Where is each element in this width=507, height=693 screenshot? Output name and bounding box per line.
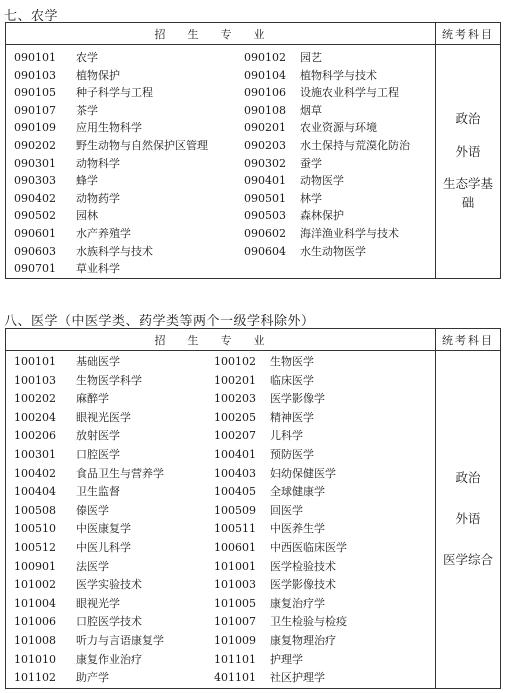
- major-code: 090601: [14, 226, 56, 240]
- major-code: 090701: [14, 262, 56, 276]
- table-row: [6, 669, 435, 688]
- table-row: [6, 102, 435, 120]
- major-code: 100405: [214, 485, 256, 499]
- table-row: [6, 539, 435, 558]
- major-name: 烟草: [300, 103, 322, 117]
- major-name: 水土保持与荒漠化防治: [300, 138, 410, 152]
- agriculture-exam-subjects: [436, 45, 501, 279]
- major-code: 090106: [244, 86, 286, 100]
- table-row: [6, 558, 435, 577]
- major-code: 100510: [14, 522, 56, 536]
- major-name: 眼视光学: [76, 596, 120, 610]
- major-name: 口腔医学技术: [76, 615, 142, 629]
- major-code: 090502: [14, 209, 56, 223]
- table-header-majors: 招生专业: [6, 329, 436, 351]
- major-code: 090303: [14, 174, 56, 188]
- section-medicine-title: 八、医学（中医学类、药学类等两个一级学科除外）: [4, 314, 315, 329]
- major-name: 应用生物科学: [76, 121, 142, 135]
- table-row: [6, 390, 435, 409]
- table-row: [6, 446, 435, 465]
- major-code: 100403: [214, 466, 256, 480]
- table-row: [6, 632, 435, 651]
- major-name: 草业科学: [76, 262, 120, 276]
- major-name: 植物科学与技术: [300, 68, 377, 82]
- major-code: 101001: [214, 559, 256, 573]
- major-name: 植物保护: [76, 68, 120, 82]
- major-name: 社区护理学: [270, 671, 325, 685]
- table-row: [6, 243, 435, 261]
- major-name: 水产养殖学: [76, 226, 131, 240]
- major-code: 101007: [214, 615, 256, 629]
- major-code: 100301: [14, 447, 56, 461]
- major-name: 医学检验技术: [270, 559, 336, 573]
- major-code: 101008: [14, 633, 56, 647]
- table-row: [6, 353, 435, 372]
- major-name: 中医儿科学: [76, 540, 131, 554]
- major-name: 护理学: [270, 652, 303, 666]
- exam-subject: 外语: [455, 143, 481, 159]
- major-name: 儿科学: [270, 429, 303, 443]
- major-name: 海洋渔业科学与技术: [300, 226, 399, 240]
- table-row: [6, 225, 435, 243]
- table-row: [6, 372, 435, 391]
- table-row: [6, 520, 435, 539]
- agriculture-rows: [6, 45, 435, 278]
- table-row: [6, 137, 435, 155]
- major-code: 101003: [214, 578, 256, 592]
- major-code: 090202: [14, 138, 56, 152]
- major-code: 090203: [244, 138, 286, 152]
- medicine-rows: [6, 351, 435, 688]
- major-name: 野生动物与自然保护区管理: [76, 138, 208, 152]
- major-name: 中医康复学: [76, 522, 131, 536]
- major-name: 康复治疗学: [270, 596, 325, 610]
- table-row: [6, 49, 435, 67]
- major-code: 100205: [214, 410, 256, 424]
- major-name: 全球健康学: [270, 485, 325, 499]
- major-name: 回医学: [270, 503, 303, 517]
- table-row: [6, 576, 435, 595]
- major-name: 蜂学: [76, 174, 98, 188]
- medicine-exam-subjects: [436, 351, 501, 689]
- table-row: [6, 155, 435, 173]
- major-code: 090603: [14, 244, 56, 258]
- major-name: 医学实验技术: [76, 578, 142, 592]
- exam-subject: 外语: [455, 510, 481, 526]
- major-name: 园林: [76, 209, 98, 223]
- major-name: 动物医学: [300, 174, 344, 188]
- major-code: 100207: [214, 429, 256, 443]
- major-code: 090501: [244, 191, 286, 205]
- major-code: 100203: [214, 392, 256, 406]
- major-name: 助产学: [76, 671, 109, 685]
- major-code: 100206: [14, 429, 56, 443]
- major-code: 101010: [14, 652, 56, 666]
- major-name: 妇幼保健医学: [270, 466, 336, 480]
- major-name: 眼视光医学: [76, 410, 131, 424]
- major-code: 100202: [14, 392, 56, 406]
- major-code: 090301: [14, 156, 56, 170]
- table-header-majors: 招生专业: [6, 23, 436, 45]
- major-name: 茶学: [76, 103, 98, 117]
- table-row: [6, 84, 435, 102]
- major-name: 动物药学: [76, 191, 120, 205]
- major-code: 100508: [14, 503, 56, 517]
- major-name: 园艺: [300, 51, 322, 64]
- table-row: [6, 465, 435, 484]
- major-code: 100601: [214, 540, 256, 554]
- major-name: 口腔医学: [76, 447, 120, 461]
- major-name: 生物医学科学: [76, 373, 142, 387]
- major-name: 食品卫生与营养学: [76, 466, 164, 480]
- table-row: [6, 172, 435, 190]
- major-code: 101002: [14, 578, 56, 592]
- exam-subject: 生态学基础: [442, 176, 493, 211]
- major-name: 医学影像学: [270, 392, 325, 406]
- table-row: [6, 483, 435, 502]
- table-header-exam: 统考科目: [436, 329, 501, 351]
- table-row: [6, 260, 435, 278]
- major-code: 090102: [244, 51, 286, 64]
- major-name: 卫生监督: [76, 485, 120, 499]
- table-row: [6, 409, 435, 428]
- major-code: [244, 260, 300, 278]
- major-code: 090101: [14, 51, 56, 64]
- table-row: [6, 595, 435, 614]
- major-code: 100402: [14, 466, 56, 480]
- major-name: 生物医学: [270, 355, 314, 368]
- table-row: [6, 613, 435, 632]
- table-row: [6, 207, 435, 225]
- major-code: 100401: [214, 447, 256, 461]
- major-name: 水族科学与技术: [76, 244, 153, 258]
- major-code: 101006: [14, 615, 56, 629]
- table-header-exam: 统考科目: [436, 23, 501, 45]
- major-name: 精神医学: [270, 410, 314, 424]
- section-agriculture-title: 七、农学: [4, 9, 59, 24]
- major-name: 预防医学: [270, 447, 314, 461]
- major-code: 090503: [244, 209, 286, 223]
- major-code: 100509: [214, 503, 256, 517]
- major-name: 康复作业治疗: [76, 652, 142, 666]
- major-name: 水生动物医学: [300, 244, 366, 258]
- major-code: 090402: [14, 191, 56, 205]
- major-code: 090108: [244, 103, 286, 117]
- medicine-table: [5, 328, 501, 689]
- major-code: 100101: [14, 355, 56, 368]
- major-name: 设施农业科学与工程: [300, 86, 399, 100]
- major-code: 100102: [214, 355, 256, 368]
- major-code: 090105: [14, 86, 56, 100]
- table-row: [6, 502, 435, 521]
- major-code: 100511: [214, 522, 256, 536]
- exam-subject: 政治: [455, 110, 481, 126]
- major-code: 100901: [14, 559, 56, 573]
- major-name: 卫生检验与检疫: [270, 615, 347, 629]
- major-code: 101005: [214, 596, 256, 610]
- major-code: 090302: [244, 156, 286, 170]
- major-name: 放射医学: [76, 429, 120, 443]
- major-name: 临床医学: [270, 373, 314, 387]
- major-name: 医学影像技术: [270, 578, 336, 592]
- major-name: 林学: [300, 191, 322, 205]
- table-row: [6, 651, 435, 670]
- major-name: 基础医学: [76, 355, 120, 368]
- major-name: 中西医临床医学: [270, 540, 347, 554]
- major-code: 401101: [214, 671, 256, 685]
- major-name: 动物科学: [76, 156, 120, 170]
- major-code: 100204: [14, 410, 56, 424]
- major-code: 090604: [244, 244, 286, 258]
- major-code: 100201: [214, 373, 256, 387]
- major-code: 100404: [14, 485, 56, 499]
- exam-subject: 政治: [455, 470, 481, 486]
- major-name: 森林保护: [300, 209, 344, 223]
- major-name: 中医养生学: [270, 522, 325, 536]
- table-row: [6, 119, 435, 137]
- major-code: 090602: [244, 226, 286, 240]
- table-row: [6, 427, 435, 446]
- agriculture-table: [5, 22, 501, 279]
- major-name: 听力与言语康复学: [76, 633, 164, 647]
- major-name: 种子科学与工程: [76, 86, 153, 100]
- major-name: 康复物理治疗: [270, 633, 336, 647]
- exam-subject: 医学综合: [442, 551, 493, 567]
- major-name: 麻醉学: [76, 392, 109, 406]
- major-code: 090109: [14, 121, 56, 135]
- major-code: 101101: [214, 652, 256, 666]
- major-code: 101102: [14, 671, 56, 685]
- major-code: 090107: [14, 103, 56, 117]
- major-code: 090401: [244, 174, 286, 188]
- table-row: [6, 67, 435, 85]
- major-name: 农学: [76, 51, 98, 64]
- major-code: 101009: [214, 633, 256, 647]
- major-name: 法医学: [76, 559, 109, 573]
- major-code: 100103: [14, 373, 56, 387]
- table-row: [6, 190, 435, 208]
- major-code: 101004: [14, 596, 56, 610]
- major-name: [300, 260, 435, 278]
- major-name: 农业资源与环境: [300, 121, 377, 135]
- major-code: 090201: [244, 121, 286, 135]
- major-code: 090104: [244, 68, 286, 82]
- major-code: 100512: [14, 540, 56, 554]
- major-name: 傣医学: [76, 503, 109, 517]
- major-code: 090103: [14, 68, 56, 82]
- major-name: 蚕学: [300, 156, 322, 170]
